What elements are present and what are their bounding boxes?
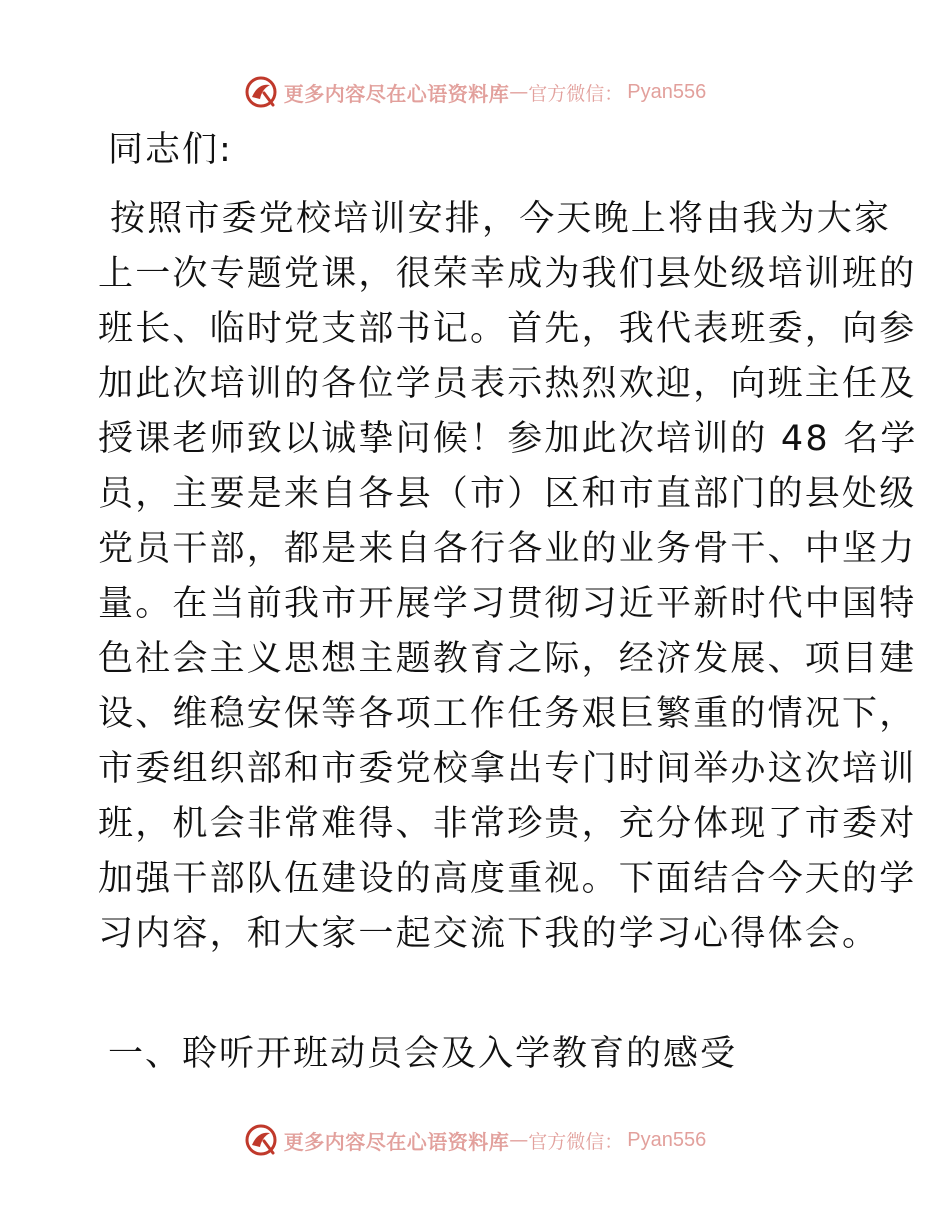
paragraph-line: 设、维稳安保等各项工作任务艰巨繁重的情况下，: [98, 694, 917, 734]
watermark-text: 更多内容尽在心语资料库: [283, 81, 510, 106]
paragraph-line: 党员干部，都是来自各行各业的业务骨干、中坚力: [98, 529, 917, 569]
watermark-wechat-id: Pyan556: [627, 80, 707, 103]
greeting: 同志们:: [108, 130, 233, 170]
watermark-separator: —: [509, 81, 529, 103]
paragraph-line: 加强干部队伍建设的高度重视。下面结合今天的学: [98, 859, 917, 899]
paragraph-line: 班，机会非常难得、非常珍贵，充分体现了市委对: [98, 804, 917, 844]
paragraph-line: 按照市委党校培训安排，今天晚上将由我为大家: [110, 199, 892, 239]
paragraph-line: 习内容，和大家一起交流下我的学习心得体会。: [98, 914, 880, 954]
watermark-wechat-label: 官方微信：: [528, 82, 624, 105]
paragraph-line: 市委组织部和市委党校拿出专门时间举办这次培训: [98, 749, 917, 789]
watermark-wechat-id: Pyan556: [627, 1128, 707, 1151]
paragraph-line: 授课老师致以诚挚问候！参加此次培训的 48 名学: [98, 419, 918, 459]
watermark-separator: —: [509, 1129, 529, 1151]
paragraph-line: 量。在当前我市开展学习贯彻习近平新时代中国特: [98, 584, 917, 624]
paragraph-line: 员，主要是来自各县（市）区和市直部门的县处级: [98, 474, 917, 514]
paragraph-line: 加此次培训的各位学员表示热烈欢迎，向班主任及: [98, 364, 917, 404]
paragraph-line: 上一次专题党课，很荣幸成为我们县处级培训班的: [98, 254, 917, 294]
brand-logo-icon: [244, 1123, 278, 1157]
brand-logo-icon: [244, 75, 278, 109]
paragraph-line: 色社会主义思想主题教育之际，经济发展、项目建: [98, 639, 917, 679]
header-watermark: [0, 72, 950, 112]
section-heading: 一、聆听开班动员会及入学教育的感受: [108, 1034, 738, 1074]
body-paragraph: [98, 192, 918, 962]
watermark-wechat-label: 官方微信：: [528, 1130, 624, 1153]
paragraph-line: 班长、临时党支部书记。首先，我代表班委，向参: [98, 309, 917, 349]
footer-watermark: [0, 1120, 950, 1160]
watermark-text: 更多内容尽在心语资料库: [283, 1129, 510, 1154]
